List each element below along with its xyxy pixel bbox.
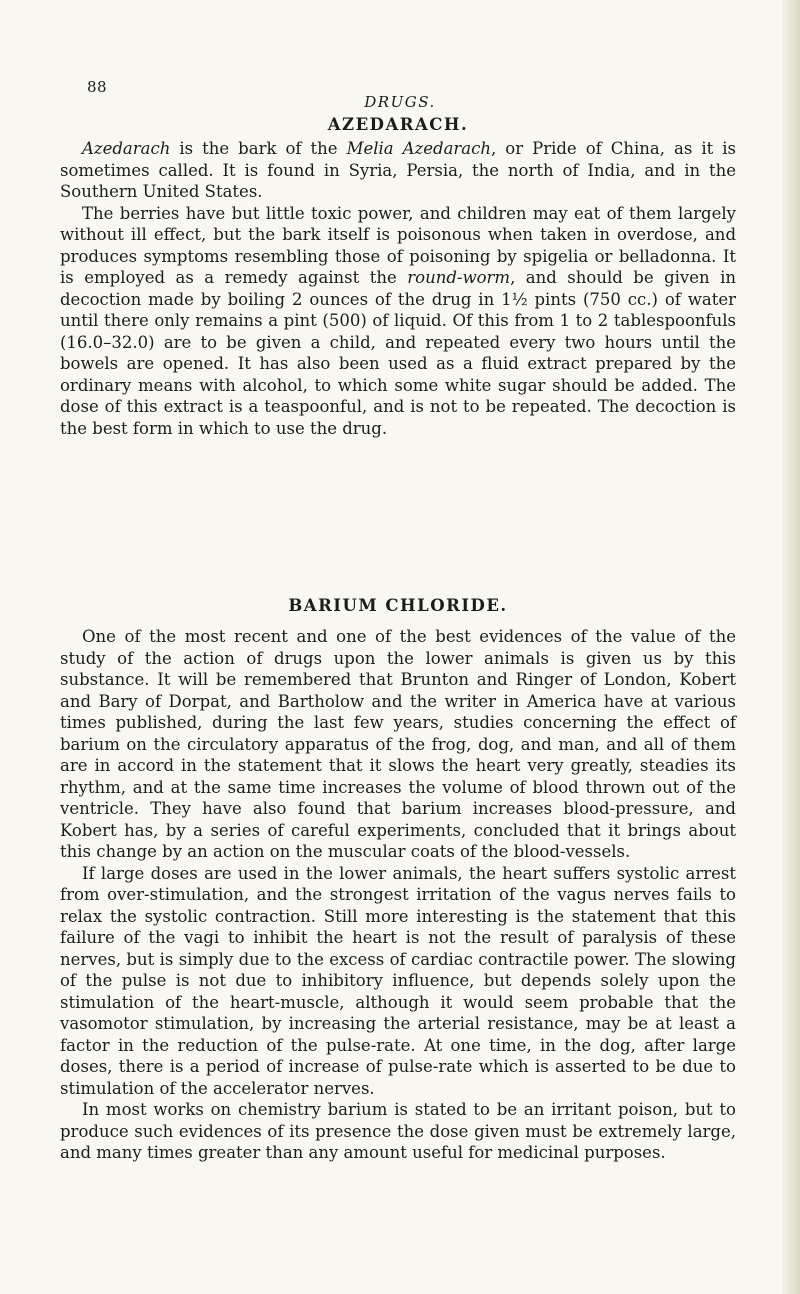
text-run: The berries have but little toxic power, and children may eat of them largely without ill effect, but the bark itself is poisonous when taken in overdose, and produces symptoms resembling those of poisoning by spigelia or belladonna. It is employed as a remedy against the — [60, 203, 736, 287]
section-heading-azedarach: AZEDARACH. — [327, 115, 469, 134]
section-body-barium-chloride — [60, 626, 736, 1164]
section-heading-barium-chloride: BARIUM CHLORIDE. — [288, 596, 508, 615]
page-edge-shadow — [782, 0, 800, 1294]
page-number: 88 — [87, 78, 108, 96]
section-body-azedarach — [60, 138, 736, 439]
term-round-worm: round-worm — [407, 268, 511, 287]
paragraph: One of the most recent and one of the best evidences of the value of the study of the action of drugs upon the lower animals is given us by this substance. It will be remembered that Brunton and Ringer of London, Kobert and Bary of Dorpat, and Bartholow and the writer in America have at various times published, during the last few years, studies concerning the effect of barium on the circulatory apparatus of the frog, dog, and man, and all of them are in accord in the statement that it slows the heart very greatly, steadies its rhythm, and at the same time increases the volume of blood thrown out of the ventricle. They have also found that barium increases blood-pressure, and Kobert has, by a series of careful experiments, concluded that it brings about this change by an action on the muscular coats of the blood-vessels. — [60, 627, 736, 861]
text-run: , or Pride of China, as it is sometimes called. It is found in Syria, Persia, the north of India, and in the Southern United States. — [60, 139, 736, 201]
text-run: is the bark of the — [170, 139, 347, 158]
paragraph — [60, 138, 736, 203]
paragraph — [60, 203, 736, 440]
term-azedarach: Azedarach — [82, 139, 171, 158]
paragraph: In most works on chemistry barium is stated to be an irritant poison, but to produce such evidences of its presence the dose given must be extremely large, and many times greater than any amount useful for medicinal purposes. — [60, 1100, 736, 1162]
running-head: DRUGS. — [364, 93, 436, 111]
paragraph: If large doses are used in the lower animals, the heart suffers systolic arrest from over-stimulation, and the strongest irritation of the vagus nerves fails to relax the systolic contraction. Still more interesting is the statement that this failure of the vagi to inhibit the heart is not the result of paralysis of these nerves, but is simply due to the excess of cardiac contractile power. The slowing of the pulse is not due to inhibitory influence, but depends solely upon the stimulation of the heart-muscle, although it would seem probable that the vasomotor stimulation, by increasing the arterial resistance, may be at least a factor in the reduction of the pulse-rate. At one time, in the dog, after large doses, there is a period of increase of pulse-rate which is asserted to be due to stimulation of the accelerator nerves. — [60, 863, 736, 1098]
text-run: , and should be given in decoction made by boiling 2 ounces of the drug in 1½ pints (750 cc.) of water until there only remains a pint (500) of liquid. Of this from 1 to 2 tablespoonfuls (16.0–32.0) are to be given a child, and repeated every two hours until the bowels are opened. It has also been used as a fluid extract prepared by the ordinary means with alcohol, to which some white sugar should be added. The dose of this extract is a teaspoonful, and is not to be repeated. The decoction is the best form in which to use the drug. — [60, 268, 737, 438]
latin-name: Melia Azedarach — [346, 139, 492, 158]
